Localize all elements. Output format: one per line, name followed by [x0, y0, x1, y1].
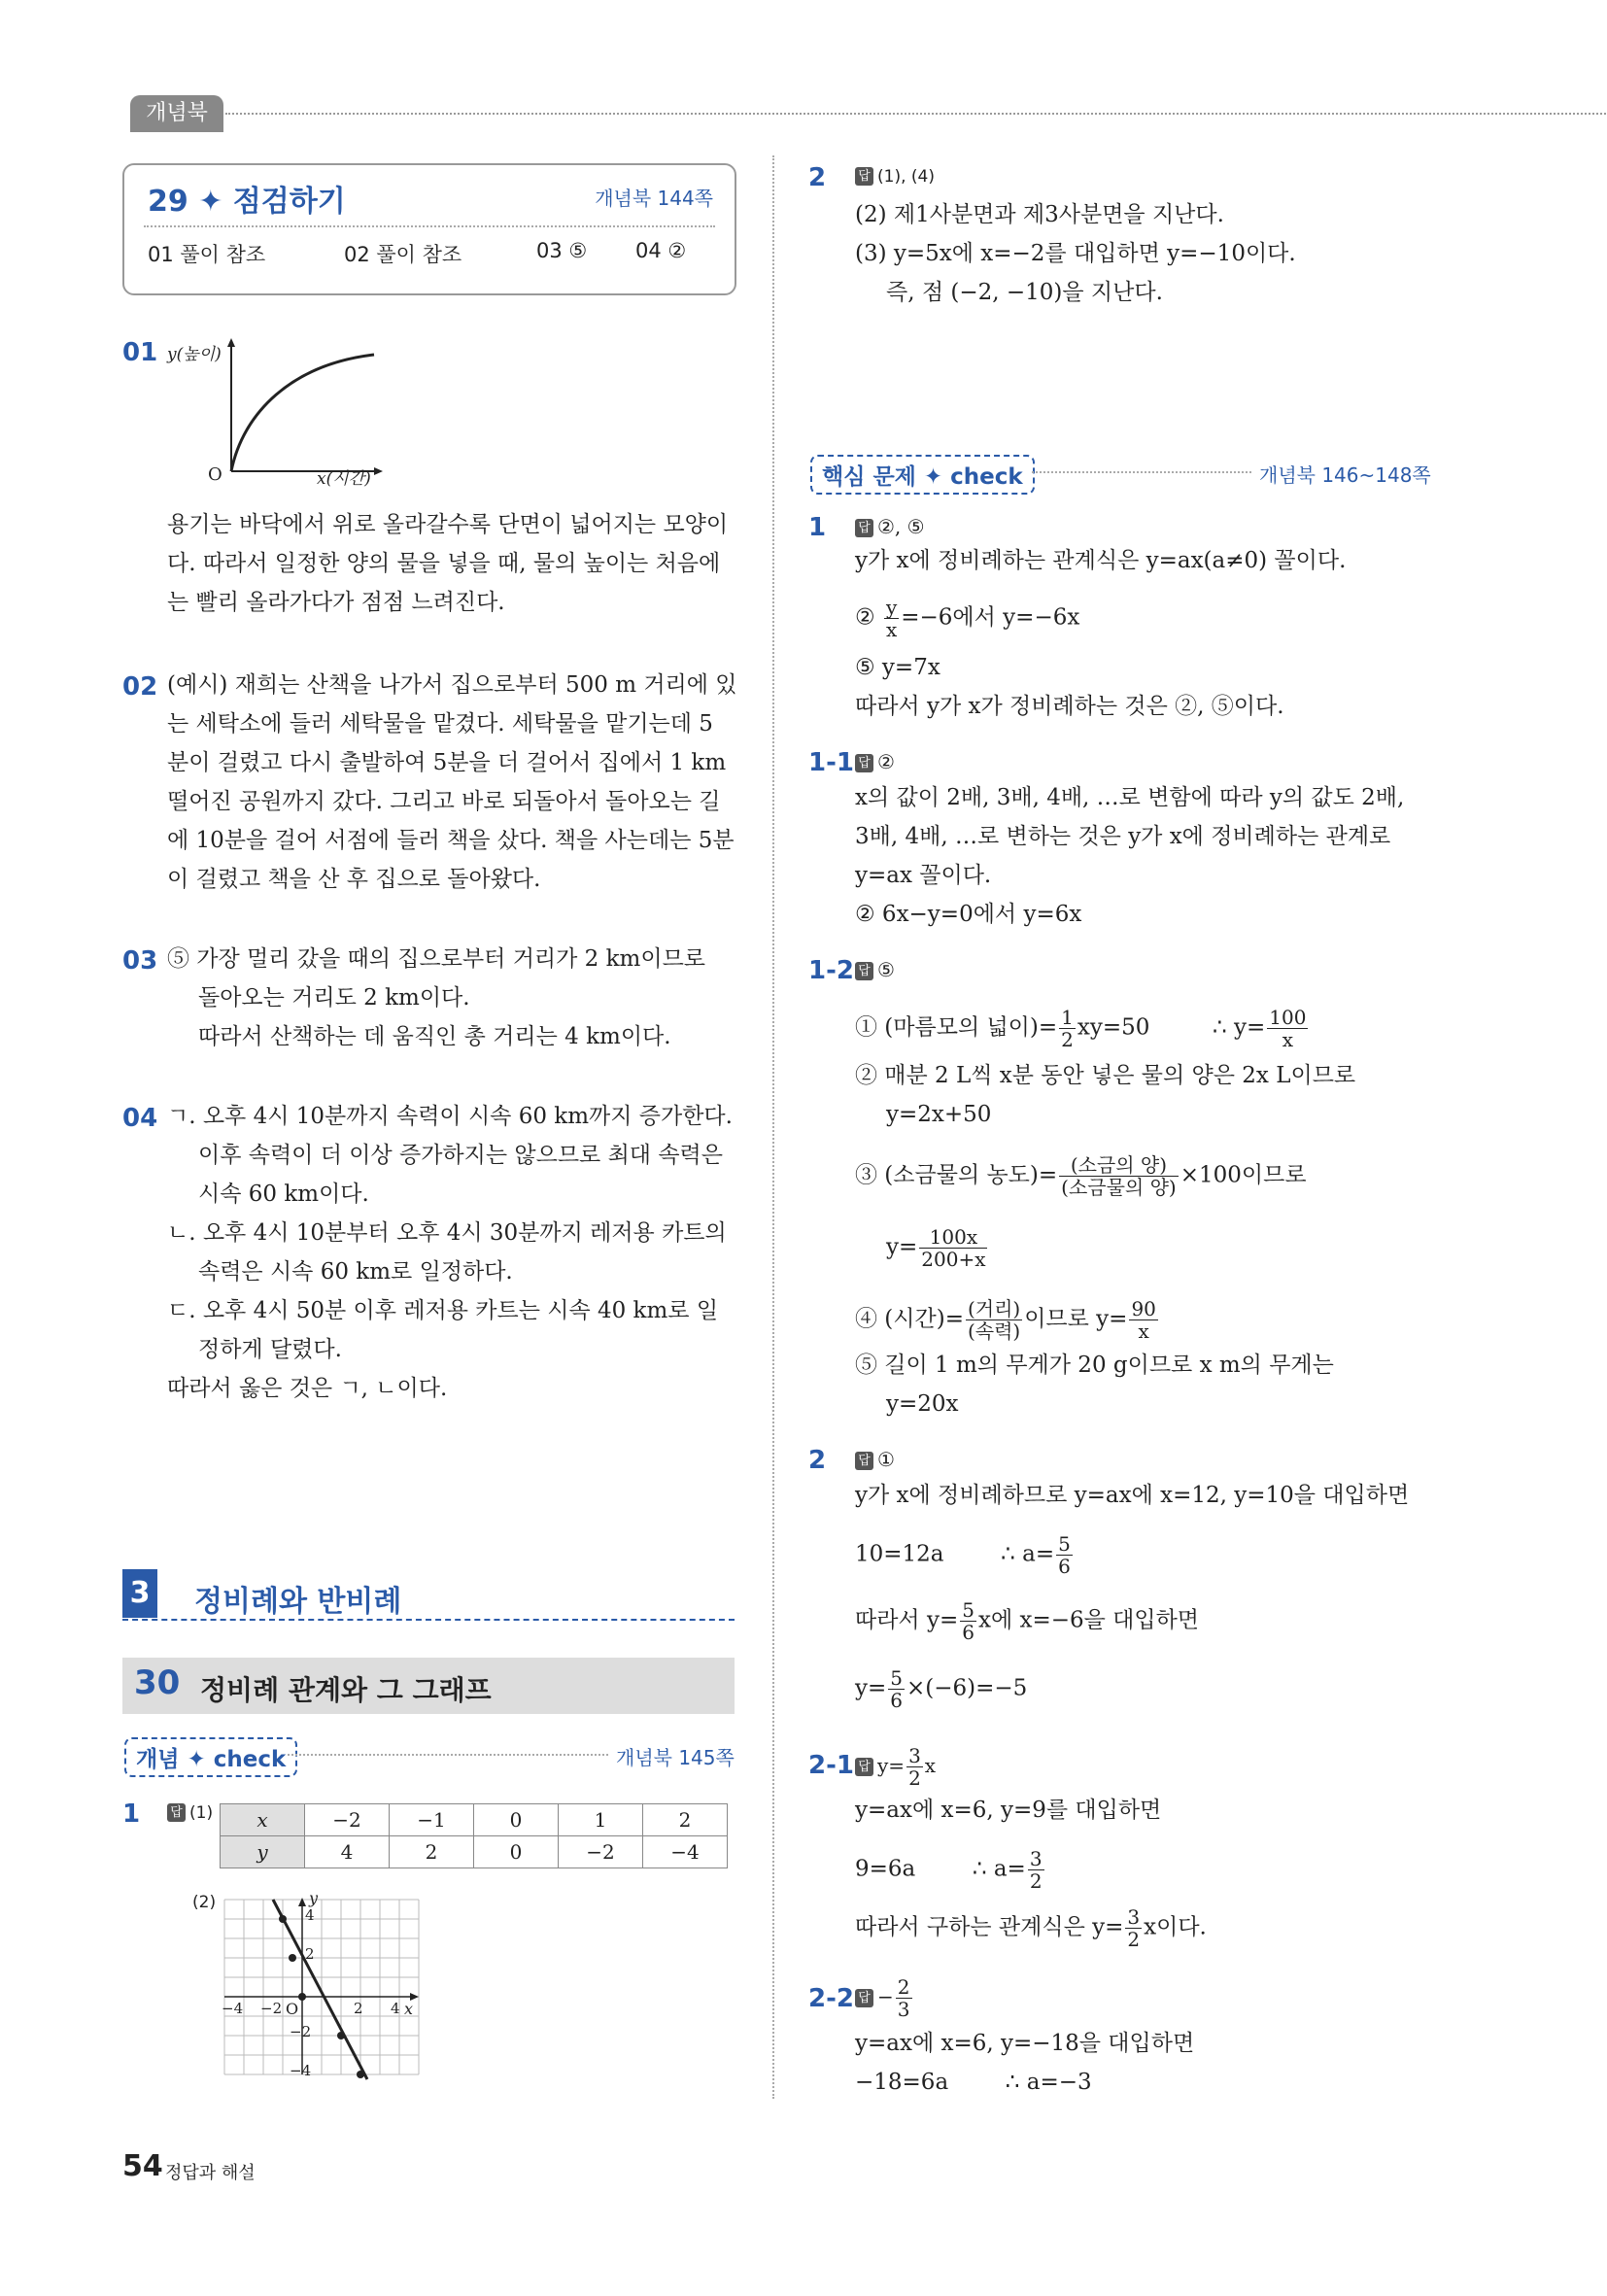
answer-badge: 답	[855, 1989, 873, 2007]
q1-grid	[224, 1900, 419, 2074]
p1-line: 따라서 y가 x가 정비례하는 것은 ②, ⑤이다.	[855, 694, 1284, 719]
denominator: 2	[1061, 1028, 1074, 1051]
q1-graph-ytick: −2	[290, 2023, 312, 2040]
p1-number: 1	[808, 513, 827, 542]
q2-number: 2	[808, 163, 827, 192]
denominator: x	[1282, 1028, 1293, 1051]
table-cell: −2	[559, 1836, 643, 1868]
q02-line: 는 세탁소에 들러 세탁물을 맡겼다. 세탁물을 맡기는데 5	[167, 711, 713, 737]
table-cell: 4	[305, 1836, 390, 1868]
q04-number: 04	[122, 1104, 158, 1133]
p2-1-expr: ∴ a=	[972, 1856, 1026, 1882]
p2-1-expr: x이다.	[1144, 1914, 1207, 1940]
q1-graph-xtick: −2	[260, 2000, 283, 2017]
p2-1-expr: y=	[877, 1754, 906, 1777]
fraction	[896, 1976, 912, 2020]
q02-line: 에 10분을 걸어 서점에 들러 책을 샀다. 책을 사는데는 5분	[167, 828, 735, 853]
q04-line: 속력은 시속 60 km로 일정하다.	[198, 1259, 513, 1285]
q1-point	[357, 2071, 364, 2078]
p1-2-line	[855, 1298, 1160, 1342]
numerator: 5	[890, 1666, 903, 1690]
p1-line: y가 x에 정비례하는 관계식은 y=ax(a≠0) 꼴이다.	[855, 548, 1347, 573]
box29-title: 29 ✦ 점검하기	[148, 185, 346, 219]
denominator: 3	[897, 1998, 910, 2021]
q01-graph-x-label: x(시간)	[317, 469, 371, 489]
p2-answer	[855, 1448, 895, 1471]
chapter-title: 정비례와 반비례	[194, 1585, 402, 1619]
q04-line: ㄷ. 오후 4시 50분 이후 레저용 카트는 시속 40 km로 일	[167, 1298, 719, 1323]
box29-item-02: 02 풀이 참조	[344, 243, 462, 266]
p2-number: 2	[808, 1446, 827, 1475]
numerator: 5	[962, 1598, 974, 1622]
p2-expr: y=	[855, 1675, 887, 1701]
table-cell: −2	[305, 1804, 390, 1836]
q01-line: 용기는 바닥에서 위로 올라갈수록 단면이 넓어지는 모양이	[167, 512, 729, 537]
q2-line: (2) 제1사분면과 제3사분면을 지난다.	[855, 202, 1224, 227]
p1-line: ⑤ y=7x	[855, 655, 940, 680]
denominator: x	[1138, 1319, 1149, 1343]
fraction	[1028, 1848, 1044, 1892]
fraction	[1059, 1154, 1179, 1198]
numerator: 3	[1127, 1905, 1141, 1929]
p2-expr: ∴ a=	[1001, 1541, 1055, 1567]
q2-answer-value: (1), (4)	[877, 167, 935, 187]
p2-2-number: 2-2	[808, 1984, 854, 2013]
answer-badge: 답	[167, 1803, 186, 1822]
fraction	[1267, 1007, 1308, 1050]
q04-line: 시속 60 km이다.	[198, 1182, 369, 1207]
q02-line: 분이 걸렸고 다시 출발하여 5분을 더 걸어서 집에서 1 km	[167, 750, 727, 775]
numerator: 3	[1029, 1847, 1043, 1870]
denominator: 2	[1029, 1869, 1043, 1893]
q04-line: ㄴ. 오후 4시 10분부터 오후 4시 30분까지 레저용 카트의	[167, 1220, 727, 1246]
table-cell: −1	[390, 1804, 474, 1836]
p1-1-line: ② 6x−y=0에서 y=6x	[855, 902, 1082, 927]
p2-line	[855, 1533, 1075, 1577]
fraction	[1129, 1298, 1157, 1342]
numerator: 1	[1061, 1006, 1074, 1029]
p2-1-line	[855, 1906, 1207, 1950]
p2-2-expr: ∴ a=−3	[1005, 2070, 1092, 2095]
box29-item-03: 03 ⑤	[536, 239, 588, 262]
p2-expr: 따라서 y=	[855, 1607, 959, 1633]
q1-line-y-eq-neg2x	[273, 1900, 367, 2079]
table-cell: 0	[474, 1836, 559, 1868]
box29-separator	[144, 225, 715, 227]
denominator: 6	[1058, 1555, 1071, 1578]
q1-part1-label: (1)	[189, 1803, 214, 1823]
q03-number: 03	[122, 946, 158, 976]
box29-item-04: 04 ②	[635, 239, 687, 262]
q1-part2-label: (2)	[192, 1893, 217, 1912]
p2-1-expr: x	[924, 1754, 937, 1777]
p2-1-expr: 9=6a	[855, 1856, 916, 1882]
q01-number: 01	[122, 338, 158, 367]
p2-1-line: y=ax에 x=6, y=9를 대입하면	[855, 1798, 1162, 1823]
answer-badge: 답	[855, 519, 873, 537]
box29-item-01: 01 풀이 참조	[148, 243, 266, 266]
numerator: 100x	[919, 1226, 987, 1249]
q1-y-arrow	[298, 1898, 306, 1906]
chapter-number: 3	[122, 1569, 157, 1618]
fraction	[884, 597, 899, 640]
footer-text: 정답과 해설	[165, 2163, 256, 2183]
denominator: (속력)	[967, 1319, 1021, 1343]
fraction	[960, 1599, 976, 1643]
table-cell: 1	[559, 1804, 643, 1836]
table-cell: 2	[643, 1804, 728, 1836]
check-box-29	[122, 163, 736, 295]
section-30-title: 정비례 관계와 그 그래프	[200, 1674, 492, 1706]
p1-answer	[855, 515, 925, 538]
concept-check-label: 개념 ✦ check	[124, 1737, 297, 1777]
box29-ref: 개념북 144쪽	[595, 187, 713, 210]
q03-line: 돌아오는 거리도 2 km이다.	[198, 985, 470, 1011]
numerator: 5	[1058, 1532, 1071, 1556]
numerator: 3	[908, 1744, 921, 1767]
numerator: (거리)	[967, 1297, 1021, 1320]
denominator: 200+x	[921, 1248, 986, 1271]
p1-answer-value: ②, ⑤	[877, 515, 925, 538]
q2-line: (3) y=5x에 x=−2를 대입하면 y=−10이다.	[855, 241, 1296, 266]
answer-badge: 답	[855, 1758, 873, 1776]
denominator: x	[885, 618, 898, 641]
q01-line: 는 빨리 올라가다가 점점 느려진다.	[167, 590, 505, 615]
q1-point	[337, 2032, 345, 2039]
q02-line: 이 걸렸고 책을 산 후 집으로 돌아왔다.	[167, 867, 541, 892]
q02-number: 02	[122, 672, 158, 702]
q04-line: 따라서 옳은 것은 ㄱ, ㄴ이다.	[167, 1376, 448, 1401]
p1-1-number: 1-1	[808, 748, 854, 777]
concept-check-ref: 개념북 145쪽	[616, 1746, 735, 1769]
p1-1-line: y=ax 꼴이다.	[855, 863, 992, 888]
numerator: 90	[1131, 1297, 1156, 1320]
table-cell: −4	[643, 1836, 728, 1868]
p1-1-answer	[855, 750, 895, 773]
p2-2-answer	[855, 1976, 914, 2020]
p1-line	[855, 597, 1079, 640]
p2-line: y가 x에 정비례하므로 y=ax에 x=12, y=10을 대입하면	[855, 1483, 1410, 1508]
q1-number: 1	[122, 1799, 141, 1829]
p1-2-expr: ③ (소금물의 농도)=	[855, 1162, 1058, 1188]
table-y-header: y	[221, 1836, 305, 1868]
p2-1-number: 2-1	[808, 1751, 854, 1780]
p1-2-expr: ① (마름모의 넓이)=	[855, 1014, 1058, 1041]
p1-2-number: 1-2	[808, 956, 854, 985]
p2-2-line: y=ax에 x=6, y=−18을 대입하면	[855, 2031, 1195, 2056]
q1-graph-xtick: 2	[354, 2000, 363, 2017]
fraction	[888, 1667, 905, 1711]
numerator: 2	[897, 1975, 910, 1999]
header-tab: 개념북	[130, 95, 223, 132]
denominator: 2	[1127, 1928, 1141, 1951]
core-check-label: 핵심 문제 ✦ check	[810, 455, 1035, 495]
fraction	[1059, 1007, 1076, 1050]
p2-2-expr: −18=6a	[855, 2070, 949, 2095]
p2-2-expr: −	[877, 1985, 894, 2008]
numerator: (소금의 양)	[1059, 1154, 1179, 1177]
p2-expr: ×(−6)=−5	[906, 1675, 1028, 1701]
section-30-bar	[122, 1658, 735, 1714]
p2-expr: 10=12a	[855, 1541, 944, 1567]
p1-1-line: x의 값이 2배, 3배, 4배, …로 변함에 따라 y의 값도 2배,	[855, 785, 1405, 810]
column-divider	[772, 155, 774, 2099]
q04-line: 정하게 달렸다.	[198, 1337, 342, 1362]
table-cell: 2	[390, 1836, 474, 1868]
q01-graph-origin: O	[208, 464, 222, 485]
fraction	[966, 1298, 1022, 1342]
q1-graph-ytick: 2	[305, 1945, 315, 1963]
p2-answer-value: ①	[877, 1448, 895, 1471]
denominator: (소금물의 양)	[1061, 1176, 1177, 1199]
header-divider	[225, 113, 1607, 115]
denominator: 6	[890, 1689, 903, 1712]
p2-1-line	[855, 1848, 1046, 1892]
q03-line: ⑤ 가장 멀리 갔을 때의 집으로부터 거리가 2 km이므로	[167, 946, 706, 972]
p1-2-expr: 이므로 y=	[1024, 1306, 1128, 1332]
p1-1-line: 3배, 4배, …로 변하는 것은 y가 x에 정비례하는 관계로	[855, 824, 1391, 849]
q01-line: 다. 따라서 일정한 양의 물을 넣을 때, 물의 높이는 처음에	[167, 551, 721, 576]
q1-graph-origin: O	[286, 2000, 299, 2018]
p2-line	[855, 1667, 1027, 1711]
p1-2-line: ⑤ 길이 1 m의 무게가 20 g이므로 x m의 무게는	[855, 1353, 1334, 1378]
core-check-divider	[1032, 471, 1251, 473]
answer-badge: 답	[855, 167, 873, 186]
p2-2-line	[855, 2068, 1092, 2097]
p2-expr: x에 x=−6을 대입하면	[977, 1607, 1200, 1633]
numerator: 100	[1269, 1006, 1307, 1029]
p1-2-expr: ④ (시간)=	[855, 1306, 964, 1332]
fraction	[919, 1226, 987, 1270]
p2-1-answer	[855, 1745, 936, 1789]
q1-xy-table	[220, 1803, 728, 1868]
q04-line: 이후 속력이 더 이상 증가하지는 않으므로 최대 속력은	[198, 1143, 723, 1168]
q01-curve	[231, 355, 374, 471]
p1-2-line: ② 매분 2 L씩 x분 동안 넣은 물의 양은 2x L이므로	[855, 1063, 1356, 1088]
section-30-number: 30	[134, 1663, 181, 1702]
q02-line: (예시) 재희는 산책을 나가서 집으로부터 500 m 거리에 있	[167, 672, 737, 698]
p2-line	[855, 1599, 1199, 1643]
q1-graph-y-label: y	[309, 1889, 319, 1907]
p1-2-expr: y=	[886, 1234, 918, 1260]
denominator: 6	[962, 1621, 974, 1644]
q01-y-arrow	[227, 338, 235, 347]
denominator: 2	[908, 1766, 921, 1790]
core-check-ref: 개념북 146~148쪽	[1259, 463, 1431, 487]
answer-badge: 답	[855, 754, 873, 772]
numerator: y	[885, 596, 898, 619]
q2-answer	[855, 167, 935, 187]
p1-expression: =−6에서 y=−6x	[901, 604, 1080, 631]
p1-2-answer-value: ⑤	[877, 958, 895, 981]
q01-x-arrow	[374, 467, 383, 475]
answer-badge: 답	[855, 962, 873, 980]
q1-graph-xtick: 4	[391, 2000, 400, 2017]
page-number: 54	[122, 2149, 163, 2183]
p2-1-expr: 따라서 구하는 관계식은 y=	[855, 1914, 1124, 1940]
p1-2-expr: ∴ y=	[1213, 1014, 1266, 1041]
q1-point	[289, 1954, 296, 1962]
q1-graph-ytick: 4	[305, 1906, 315, 1924]
q1-graph-x-label: x	[404, 2000, 414, 2018]
p1-circle-2: ②	[855, 604, 875, 631]
table-row-y	[221, 1836, 728, 1868]
p1-2-expr: xy=50	[1077, 1014, 1150, 1041]
q1-graph-xtick: −4	[222, 2000, 244, 2017]
table-x-header: x	[221, 1804, 305, 1836]
p1-2-answer	[855, 958, 895, 981]
q1-graph	[220, 1895, 424, 2089]
q01-graph-y-label: y(높이)	[167, 345, 222, 364]
table-cell: 0	[474, 1804, 559, 1836]
fraction	[1056, 1533, 1073, 1577]
q1-point	[279, 1915, 287, 1923]
chapter-underline	[122, 1619, 735, 1621]
p1-2-line: y=2x+50	[886, 1102, 992, 1127]
q1-answer	[167, 1803, 213, 1823]
concept-check-divider	[288, 1754, 608, 1756]
q1-point	[298, 1993, 306, 2001]
p1-2-line	[855, 1007, 1310, 1050]
p1-2-line	[855, 1154, 1307, 1198]
p1-2-line: y=20x	[886, 1391, 959, 1417]
p1-2-line	[886, 1226, 989, 1270]
q03-line: 따라서 산책하는 데 움직인 총 거리는 4 km이다.	[198, 1024, 671, 1049]
q02-line: 떨어진 공원까지 갔다. 그리고 바로 되돌아서 돌아오는 길	[167, 789, 721, 814]
q1-graph-ytick: −4	[290, 2062, 312, 2079]
answer-badge: 답	[855, 1452, 873, 1470]
fraction	[906, 1745, 923, 1789]
table-row-x	[221, 1804, 728, 1836]
q04-line: ㄱ. 오후 4시 10분까지 속력이 시속 60 km까지 증가한다.	[167, 1104, 733, 1129]
p1-1-answer-value: ②	[877, 750, 895, 773]
fraction	[1125, 1906, 1142, 1950]
q2-line: 즉, 점 (−2, −10)을 지난다.	[886, 280, 1163, 305]
p1-2-expr: ×100이므로	[1180, 1162, 1307, 1188]
